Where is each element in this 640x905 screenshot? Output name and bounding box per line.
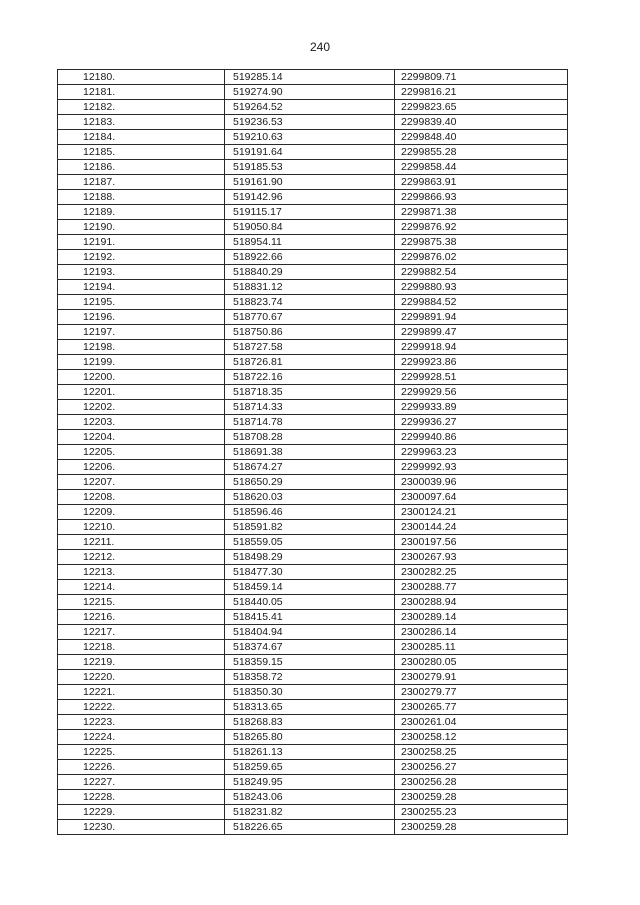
- point-number-cell: 12192.: [58, 250, 225, 265]
- x-coordinate-cell: 518404.94: [225, 625, 395, 640]
- y-coordinate-cell: 2300289.14: [395, 610, 568, 625]
- y-coordinate-cell: 2299899.47: [395, 325, 568, 340]
- x-coordinate-cell: 518750.86: [225, 325, 395, 340]
- y-coordinate-cell: 2299891.94: [395, 310, 568, 325]
- point-number-cell: 12203.: [58, 415, 225, 430]
- point-number-cell: 12212.: [58, 550, 225, 565]
- point-number-cell: 12201.: [58, 385, 225, 400]
- point-number-cell: 12229.: [58, 805, 225, 820]
- y-coordinate-cell: 2299940.86: [395, 430, 568, 445]
- y-coordinate-cell: 2300259.28: [395, 790, 568, 805]
- y-coordinate-cell: 2299963.23: [395, 445, 568, 460]
- table-row: [58, 340, 568, 355]
- table-row: [58, 670, 568, 685]
- point-number-cell: 12225.: [58, 745, 225, 760]
- table-row: [58, 190, 568, 205]
- x-coordinate-cell: 518358.72: [225, 670, 395, 685]
- table-row: [58, 265, 568, 280]
- point-number-cell: 12181.: [58, 85, 225, 100]
- point-number-cell: 12230.: [58, 820, 225, 835]
- x-coordinate-cell: 518350.30: [225, 685, 395, 700]
- table-row: [58, 805, 568, 820]
- table-row: [58, 310, 568, 325]
- x-coordinate-cell: 518243.06: [225, 790, 395, 805]
- x-coordinate-cell: 519115.17: [225, 205, 395, 220]
- point-number-cell: 12218.: [58, 640, 225, 655]
- y-coordinate-cell: 2299880.93: [395, 280, 568, 295]
- table-row: [58, 205, 568, 220]
- x-coordinate-cell: 518265.80: [225, 730, 395, 745]
- x-coordinate-cell: 519191.64: [225, 145, 395, 160]
- point-number-cell: 12224.: [58, 730, 225, 745]
- table-row: [58, 415, 568, 430]
- x-coordinate-cell: 518261.13: [225, 745, 395, 760]
- point-number-cell: 12206.: [58, 460, 225, 475]
- point-number-cell: 12213.: [58, 565, 225, 580]
- x-coordinate-cell: 518770.67: [225, 310, 395, 325]
- x-coordinate-cell: 518268.83: [225, 715, 395, 730]
- y-coordinate-cell: 2300197.56: [395, 535, 568, 550]
- x-coordinate-cell: 519161.90: [225, 175, 395, 190]
- y-coordinate-cell: 2300279.77: [395, 685, 568, 700]
- y-coordinate-cell: 2300265.77: [395, 700, 568, 715]
- point-number-cell: 12216.: [58, 610, 225, 625]
- point-number-cell: 12222.: [58, 700, 225, 715]
- table-row: [58, 655, 568, 670]
- table-row: [58, 685, 568, 700]
- x-coordinate-cell: 519185.53: [225, 160, 395, 175]
- x-coordinate-cell: 518226.65: [225, 820, 395, 835]
- point-number-cell: 12180.: [58, 70, 225, 85]
- point-number-cell: 12214.: [58, 580, 225, 595]
- point-number-cell: 12207.: [58, 475, 225, 490]
- table-row: [58, 220, 568, 235]
- y-coordinate-cell: 2299875.38: [395, 235, 568, 250]
- table-row: [58, 580, 568, 595]
- table-row: [58, 610, 568, 625]
- point-number-cell: 12185.: [58, 145, 225, 160]
- x-coordinate-cell: 519050.84: [225, 220, 395, 235]
- x-coordinate-cell: 518249.95: [225, 775, 395, 790]
- y-coordinate-cell: 2300097.64: [395, 490, 568, 505]
- point-number-cell: 12221.: [58, 685, 225, 700]
- table-row: [58, 790, 568, 805]
- table-row: [58, 445, 568, 460]
- x-coordinate-cell: 518231.82: [225, 805, 395, 820]
- table-row: [58, 775, 568, 790]
- x-coordinate-cell: 519210.63: [225, 130, 395, 145]
- table-row: [58, 370, 568, 385]
- table-row: [58, 355, 568, 370]
- point-number-cell: 12202.: [58, 400, 225, 415]
- x-coordinate-cell: 518714.33: [225, 400, 395, 415]
- table-row: [58, 115, 568, 130]
- y-coordinate-cell: 2300258.12: [395, 730, 568, 745]
- x-coordinate-cell: 518718.35: [225, 385, 395, 400]
- x-coordinate-cell: 518459.14: [225, 580, 395, 595]
- y-coordinate-cell: 2299863.91: [395, 175, 568, 190]
- y-coordinate-cell: 2300279.91: [395, 670, 568, 685]
- y-coordinate-cell: 2300285.11: [395, 640, 568, 655]
- point-number-cell: 12227.: [58, 775, 225, 790]
- point-number-cell: 12209.: [58, 505, 225, 520]
- x-coordinate-cell: 518477.30: [225, 565, 395, 580]
- y-coordinate-cell: 2300286.14: [395, 625, 568, 640]
- point-number-cell: 12197.: [58, 325, 225, 340]
- x-coordinate-cell: 518313.65: [225, 700, 395, 715]
- x-coordinate-cell: 518559.05: [225, 535, 395, 550]
- point-number-cell: 12191.: [58, 235, 225, 250]
- point-number-cell: 12196.: [58, 310, 225, 325]
- point-number-cell: 12204.: [58, 430, 225, 445]
- table-row: [58, 385, 568, 400]
- table-row: [58, 130, 568, 145]
- coordinates-table-body: [58, 70, 568, 835]
- x-coordinate-cell: 518831.12: [225, 280, 395, 295]
- x-coordinate-cell: 518954.11: [225, 235, 395, 250]
- y-coordinate-cell: 2299848.40: [395, 130, 568, 145]
- point-number-cell: 12228.: [58, 790, 225, 805]
- y-coordinate-cell: 2300255.23: [395, 805, 568, 820]
- table-row: [58, 640, 568, 655]
- table-row: [58, 475, 568, 490]
- y-coordinate-cell: 2300256.28: [395, 775, 568, 790]
- page-number: 240: [309, 40, 331, 54]
- x-coordinate-cell: 518359.15: [225, 655, 395, 670]
- y-coordinate-cell: 2299871.38: [395, 205, 568, 220]
- table-row: [58, 505, 568, 520]
- table-row: [58, 250, 568, 265]
- point-number-cell: 12193.: [58, 265, 225, 280]
- table-row: [58, 70, 568, 85]
- y-coordinate-cell: 2300124.21: [395, 505, 568, 520]
- x-coordinate-cell: 518674.27: [225, 460, 395, 475]
- y-coordinate-cell: 2299936.27: [395, 415, 568, 430]
- point-number-cell: 12217.: [58, 625, 225, 640]
- table-row: [58, 235, 568, 250]
- point-number-cell: 12190.: [58, 220, 225, 235]
- point-number-cell: 12186.: [58, 160, 225, 175]
- coordinates-table: [57, 69, 568, 835]
- table-row: [58, 550, 568, 565]
- x-coordinate-cell: 518708.28: [225, 430, 395, 445]
- table-row: [58, 100, 568, 115]
- y-coordinate-cell: 2300256.27: [395, 760, 568, 775]
- y-coordinate-cell: 2299866.93: [395, 190, 568, 205]
- point-number-cell: 12189.: [58, 205, 225, 220]
- table-row: [58, 565, 568, 580]
- x-coordinate-cell: 518922.66: [225, 250, 395, 265]
- y-coordinate-cell: 2300282.25: [395, 565, 568, 580]
- table-row: [58, 85, 568, 100]
- x-coordinate-cell: 519285.14: [225, 70, 395, 85]
- y-coordinate-cell: 2299992.93: [395, 460, 568, 475]
- y-coordinate-cell: 2300280.05: [395, 655, 568, 670]
- y-coordinate-cell: 2300267.93: [395, 550, 568, 565]
- table-row: [58, 520, 568, 535]
- point-number-cell: 12210.: [58, 520, 225, 535]
- table-row: [58, 280, 568, 295]
- x-coordinate-cell: 519264.52: [225, 100, 395, 115]
- x-coordinate-cell: 518726.81: [225, 355, 395, 370]
- point-number-cell: 12199.: [58, 355, 225, 370]
- x-coordinate-cell: 518840.29: [225, 265, 395, 280]
- point-number-cell: 12226.: [58, 760, 225, 775]
- table-row: [58, 400, 568, 415]
- x-coordinate-cell: 518650.29: [225, 475, 395, 490]
- y-coordinate-cell: 2299933.89: [395, 400, 568, 415]
- point-number-cell: 12220.: [58, 670, 225, 685]
- point-number-cell: 12219.: [58, 655, 225, 670]
- x-coordinate-cell: 519142.96: [225, 190, 395, 205]
- x-coordinate-cell: 519274.90: [225, 85, 395, 100]
- x-coordinate-cell: 518714.78: [225, 415, 395, 430]
- y-coordinate-cell: 2300288.77: [395, 580, 568, 595]
- y-coordinate-cell: 2299928.51: [395, 370, 568, 385]
- point-number-cell: 12208.: [58, 490, 225, 505]
- table-row: [58, 145, 568, 160]
- table-row: [58, 730, 568, 745]
- x-coordinate-cell: 518374.67: [225, 640, 395, 655]
- table-row: [58, 490, 568, 505]
- point-number-cell: 12187.: [58, 175, 225, 190]
- y-coordinate-cell: 2299858.44: [395, 160, 568, 175]
- table-row: [58, 325, 568, 340]
- table-row: [58, 820, 568, 835]
- point-number-cell: 12205.: [58, 445, 225, 460]
- x-coordinate-cell: 518591.82: [225, 520, 395, 535]
- x-coordinate-cell: 518259.65: [225, 760, 395, 775]
- y-coordinate-cell: 2300039.96: [395, 475, 568, 490]
- table-row: [58, 595, 568, 610]
- point-number-cell: 12183.: [58, 115, 225, 130]
- table-row: [58, 760, 568, 775]
- x-coordinate-cell: 519236.53: [225, 115, 395, 130]
- table-row: [58, 460, 568, 475]
- point-number-cell: 12215.: [58, 595, 225, 610]
- x-coordinate-cell: 518620.03: [225, 490, 395, 505]
- x-coordinate-cell: 518498.29: [225, 550, 395, 565]
- y-coordinate-cell: 2299923.86: [395, 355, 568, 370]
- point-number-cell: 12195.: [58, 295, 225, 310]
- point-number-cell: 12200.: [58, 370, 225, 385]
- x-coordinate-cell: 518596.46: [225, 505, 395, 520]
- y-coordinate-cell: 2299809.71: [395, 70, 568, 85]
- table-row: [58, 160, 568, 175]
- x-coordinate-cell: 518727.58: [225, 340, 395, 355]
- point-number-cell: 12184.: [58, 130, 225, 145]
- y-coordinate-cell: 2299876.02: [395, 250, 568, 265]
- y-coordinate-cell: 2299816.21: [395, 85, 568, 100]
- y-coordinate-cell: 2299882.54: [395, 265, 568, 280]
- y-coordinate-cell: 2299918.94: [395, 340, 568, 355]
- table-row: [58, 430, 568, 445]
- table-row: [58, 745, 568, 760]
- point-number-cell: 12223.: [58, 715, 225, 730]
- point-number-cell: 12198.: [58, 340, 225, 355]
- y-coordinate-cell: 2299839.40: [395, 115, 568, 130]
- x-coordinate-cell: 518440.05: [225, 595, 395, 610]
- table-row: [58, 295, 568, 310]
- y-coordinate-cell: 2300144.24: [395, 520, 568, 535]
- y-coordinate-cell: 2300258.25: [395, 745, 568, 760]
- y-coordinate-cell: 2299884.52: [395, 295, 568, 310]
- x-coordinate-cell: 518722.16: [225, 370, 395, 385]
- table-row: [58, 175, 568, 190]
- y-coordinate-cell: 2299855.28: [395, 145, 568, 160]
- table-row: [58, 535, 568, 550]
- point-number-cell: 12194.: [58, 280, 225, 295]
- y-coordinate-cell: 2299823.65: [395, 100, 568, 115]
- x-coordinate-cell: 518691.38: [225, 445, 395, 460]
- x-coordinate-cell: 518415.41: [225, 610, 395, 625]
- table-row: [58, 700, 568, 715]
- point-number-cell: 12211.: [58, 535, 225, 550]
- y-coordinate-cell: 2299929.56: [395, 385, 568, 400]
- x-coordinate-cell: 518823.74: [225, 295, 395, 310]
- point-number-cell: 12182.: [58, 100, 225, 115]
- table-row: [58, 625, 568, 640]
- y-coordinate-cell: 2299876.92: [395, 220, 568, 235]
- y-coordinate-cell: 2300259.28: [395, 820, 568, 835]
- y-coordinate-cell: 2300261.04: [395, 715, 568, 730]
- y-coordinate-cell: 2300288.94: [395, 595, 568, 610]
- table-row: [58, 715, 568, 730]
- point-number-cell: 12188.: [58, 190, 225, 205]
